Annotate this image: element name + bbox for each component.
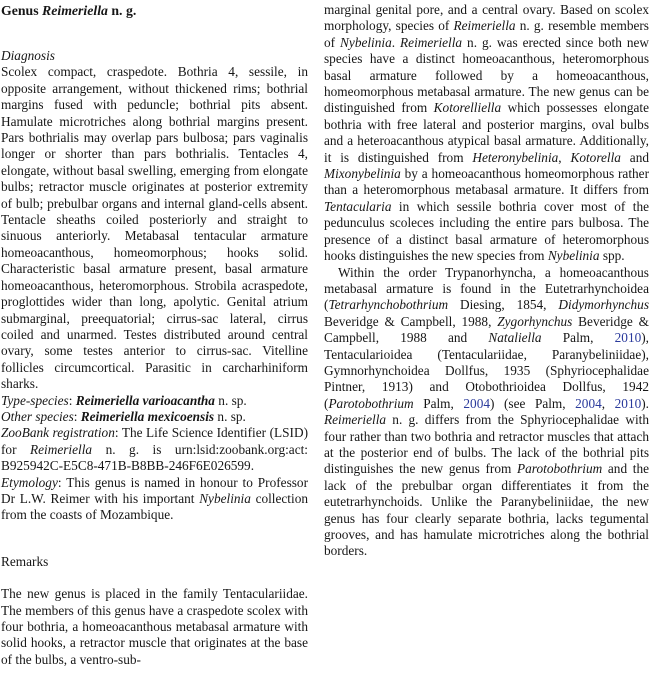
trypanorhyncha-paragraph: [324, 265, 649, 560]
taxon-name: Tentacularia: [324, 198, 392, 214]
taxon-name: Reimeriella: [42, 3, 108, 18]
citation-link[interactable]: 2004: [575, 395, 602, 411]
text-run: Diesing, 1854,: [448, 297, 559, 313]
text-run: ) (see Palm,: [490, 395, 576, 411]
taxon-name: Parotobothrium: [517, 461, 603, 477]
text-run: Palm,: [413, 395, 464, 411]
field-label: Etymology: [1, 474, 58, 490]
left-column: [1, 2, 308, 677]
text-run: and the lack of the prebulbar organ differentiates it from the eutetrarhynchoids. Unlike the Paranybeliniidae, the new genus has four clearly separate bothria, lacks tegumental grooves, and has hamulate microtriches along the bothrial borders.: [324, 461, 649, 559]
citation-link[interactable]: 2010: [614, 395, 642, 411]
text-run: n. sp.: [214, 408, 246, 424]
text-run: n. g. was erected since both new species have a distinct homeoacanthous, heteromorphous basal armature followed by a homeoacanthous, homeomorphous metabasal armature. The new genus can be distinguished from: [324, 34, 649, 116]
text-run: in which sessile bothria cover most of the pedunculus scoleces including the entire pars bulbosa. The presence of a distinct basal armature of heteromorphous hooks distinguishes the new species from: [324, 198, 649, 264]
text-run: ,: [601, 395, 615, 411]
citation-link[interactable]: 2010: [614, 330, 642, 346]
other-species-line: [1, 409, 308, 425]
text-run: The new genus is placed in the family Tentaculariidae. The members of this genus have a craspedote scolex with four bothria, a homeoacanthous metabasal armature with solid hooks, a retractor muscle that originates at the base of the bulbs, a ventro-sub-: [1, 586, 308, 667]
field-label: Other species: [1, 408, 74, 424]
taxon-name: Nataliella: [488, 330, 542, 346]
remarks-continuation-paragraph: [324, 2, 649, 265]
taxon-name: Zygorhynchus: [497, 313, 573, 329]
right-column: [324, 2, 649, 677]
taxon-name: Tetrarhynchobothrium: [328, 297, 449, 313]
text-run: collection from the coasts of Mozambique.: [1, 490, 308, 523]
genus-heading-text: n. g.: [107, 3, 137, 18]
taxon-name: Reimeriella: [324, 412, 387, 428]
etymology-line: [1, 475, 308, 524]
type-species-line: [1, 393, 308, 409]
taxon-name: Didymorhynchus: [558, 297, 649, 313]
diagnosis-heading: [1, 48, 308, 64]
text-run: Beveridge & Campbell, 1988,: [324, 313, 498, 329]
text-run: n. g. resemble members of: [324, 18, 649, 50]
text-run: : The Life Science Identifier (LSID) for: [1, 425, 308, 457]
text-run: Within the order Trypanorhyncha, a homeoacanthous metabasal armature is found in the Eutetrarhynchoidea (: [324, 264, 649, 313]
text-run: : This genus is named in honour to Professor Dr L.W. Reimer with his important: [1, 474, 308, 506]
text-run: ), Tentacularioidea (Tentaculariidae, Paranybeliniidae), Gymnorhynchoidea Dollfus, 1935 (Sphyriocephalidae Pintner, 1913) and Otobothrioidea Dollfus, 1942 (: [324, 330, 649, 411]
taxon-name: Nybelinia: [340, 34, 392, 50]
text-run: .: [391, 34, 401, 50]
text-run: :: [68, 392, 76, 408]
text-run: ,: [558, 149, 571, 165]
taxon-name: Reimeriella: [30, 441, 93, 457]
field-label: Type-species: [1, 392, 69, 408]
section-title: Remarks: [1, 553, 49, 569]
taxon-name: Reimeriella varioacantha: [75, 392, 215, 408]
genus-heading: [1, 2, 308, 19]
remarks-heading: [1, 554, 308, 570]
citation-link[interactable]: 2004: [463, 395, 490, 411]
taxon-name: Kotorella: [570, 149, 621, 165]
text-run: spp.: [599, 248, 625, 264]
taxon-name: Kotorelliella: [433, 100, 502, 116]
taxon-name: Parotobothrium: [328, 395, 414, 411]
text-run: marginal genital pore, and a central ovary. Based on scolex morphology, species of: [324, 2, 649, 34]
text-run: n. g. is urn:lsid:zoobank.org:act: B925942C-E5C8-471B-B8BB-246F6E026599.: [1, 441, 308, 474]
taxon-name: Nybelinia: [199, 490, 251, 506]
remarks-paragraph: [1, 586, 308, 668]
taxon-name: Reimeriella: [400, 34, 463, 50]
taxon-name: Nybelinia: [547, 248, 600, 264]
taxon-name: Reimeriella mexicoensis: [80, 408, 215, 424]
text-run: Scolex compact, craspedote. Bothria 4, sessile, in opposite arrangement, without thickened rims; bothrial margins fused with peduncle; bothrial pits absent. Hamulate microtriches along bothrial margins present. Pars bothrialis may overlap pars bulbosa; pars vaginalis longer or shorter than pars bothrialis. Tentacles 4, elongate, without basal swelling, emerging from elongate bulbs; retractor muscle originates at posterior extremity of bulb; prebulbar organs and internal gland-cells absent. Tentacle sheaths coiled posteriorly and straight to sinuous anteriorly. Metabasal tentacular armature homeoacanthous, homeomorphous; hooks solid. Characteristic basal armature present, basal armature homeoacanthous, heteromorphous. Strobila acraspedote, proglottides wider than long, apolytic. Genital atrium submarginal, preequatorial; cirrus-sac lateral, cirrus coiled and unarmed. Testes distributed around central ovary, some testes anterior to cirrus-sac. Vitelline follicles circumcortical. Parasitic in carcharhiniform sharks.: [1, 64, 308, 392]
taxon-name: Reimeriella: [453, 18, 516, 34]
diagnosis-paragraph: [1, 64, 308, 392]
text-run: ).: [641, 395, 649, 411]
text-run: by a homeoacanthous homeomorphous rather than a heteromorphous metabasal armature. It differs from: [324, 166, 649, 198]
text-run: :: [73, 408, 81, 424]
text-run: n. sp.: [214, 392, 247, 408]
taxon-name: Mixonybelinia: [324, 166, 401, 182]
field-label: ZooBank registration: [1, 425, 115, 441]
text-run: Palm,: [541, 330, 615, 346]
genus-heading-text: Genus: [1, 3, 43, 18]
text-run: and: [620, 149, 649, 165]
text-run: Beveridge & Campbell, 1988 and: [324, 313, 649, 346]
taxon-name: Heteronybelinia: [472, 149, 559, 165]
text-run: n. g. differs from the Sphyriocephalidae with four rather than two bothria and retractor muscles that attach at the posterior end of bulbs. The lack of the bothrial pits distinguishes the new genus from: [324, 412, 649, 477]
section-title: Diagnosis: [1, 48, 55, 63]
zoobank-registration-line: [1, 425, 308, 474]
text-run: which possesses elongate bothria with free lateral and posterior margins, oval bulbs and a heteroacanthous atypical basal armature. Additionally, it is distinguished from: [324, 100, 649, 165]
